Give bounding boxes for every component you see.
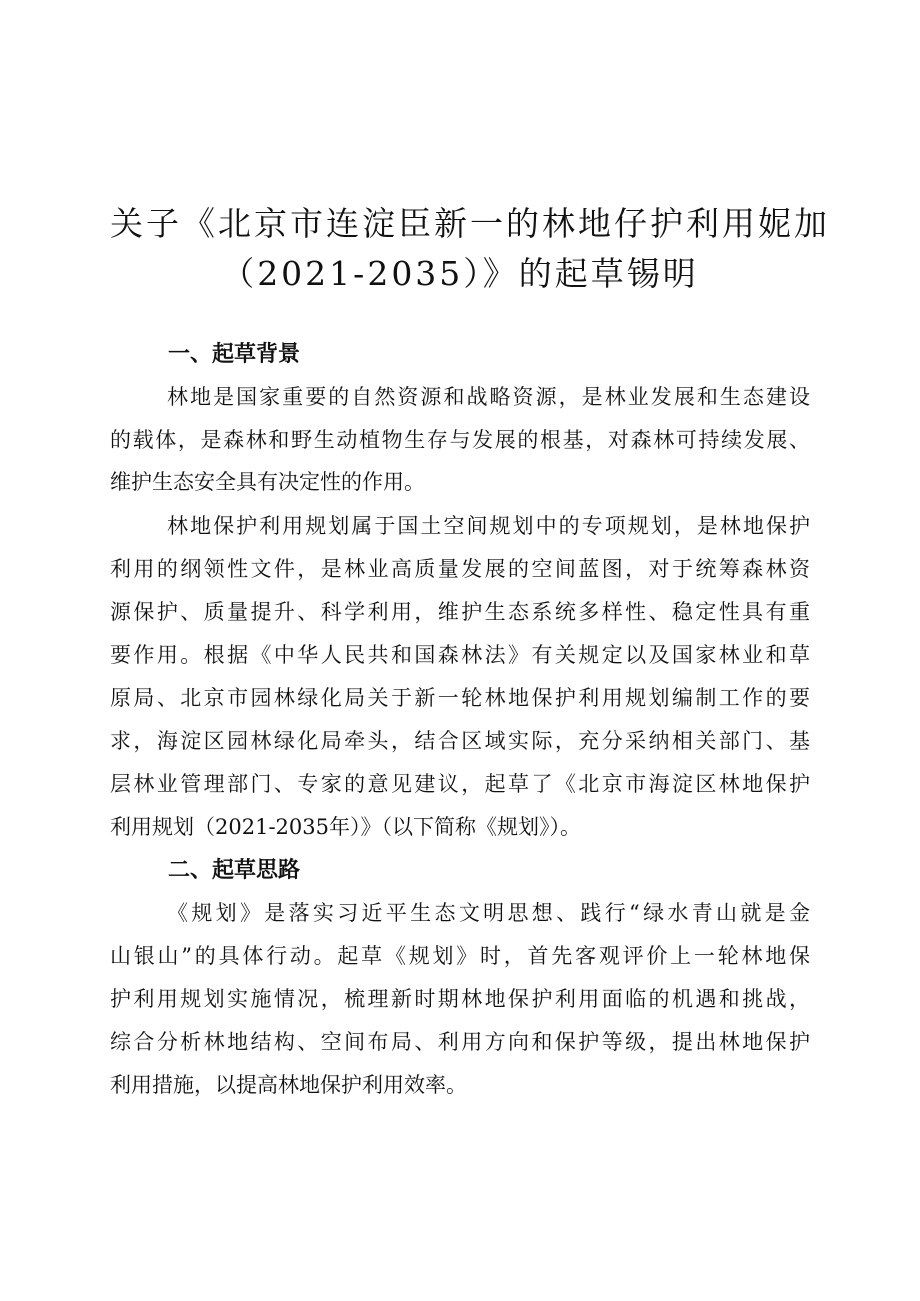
document-title-line-1: 关子《北京市连淀臣新一的林地仔护利用妮加	[110, 204, 830, 243]
paragraph-line: 林地是国家重要的自然资源和战略资源，是林业发展和生态建设	[167, 385, 810, 409]
paragraph-line: 源保护、质量提升、科学利用，维护生态系统多样性、稳定性具有重	[110, 600, 810, 624]
paragraph-line: 维护生态安全具有决定性的作用。	[110, 470, 425, 494]
paragraph-line: 利用的纲领性文件，是林业高质量发展的空间蓝图，对于统筹森林资	[110, 557, 810, 581]
paragraph-line: 的载体，是森林和野生动植物生存与发展的根基，对森林可持续发展、	[110, 428, 810, 452]
paragraph-line: 利用措施，以提高林地保护利用效率。	[110, 1073, 467, 1097]
section-heading-approach: 二、起草思路	[168, 858, 301, 883]
section-heading-background: 一、起草背景	[168, 342, 301, 367]
paragraph-line: 要作用。根据《中华人民共和国森林法》有关规定以及国家林业和草	[110, 643, 810, 667]
paragraph-line: 护利用规划实施情况，梳理新时期林地保护利用面临的机遇和挑战，	[110, 987, 810, 1011]
paragraph-line: 层林业管理部门、专家的意见建议，起草了《北京市海淀区林地保护	[110, 772, 810, 796]
paragraph-line: 《规划》是落实习近平生态文明思想、践行“绿水青山就是金	[167, 901, 810, 925]
document-title-line-2: （2021-2035）》的起草锡明	[221, 254, 699, 293]
paragraph-line: 原局、北京市园林绿化局关于新一轮林地保护利用规划编制工作的要	[110, 686, 810, 710]
paragraph-line: 综合分析林地结构、空间布局、利用方向和保护等级，提出林地保护	[110, 1030, 810, 1054]
paragraph-line: 求，海淀区园林绿化局牵头，结合区域实际，充分采纳相关部门、基	[110, 729, 810, 753]
paragraph-line: 山银山”的具体行动。起草《规划》时，首先客观评价上一轮林地保	[110, 944, 810, 968]
paragraph-line: 利用规划（2021-2035年）》（以下简称《规划》）。	[110, 815, 581, 839]
paragraph-line: 林地保护利用规划属于国土空间规划中的专项规划，是林地保护	[167, 514, 810, 538]
